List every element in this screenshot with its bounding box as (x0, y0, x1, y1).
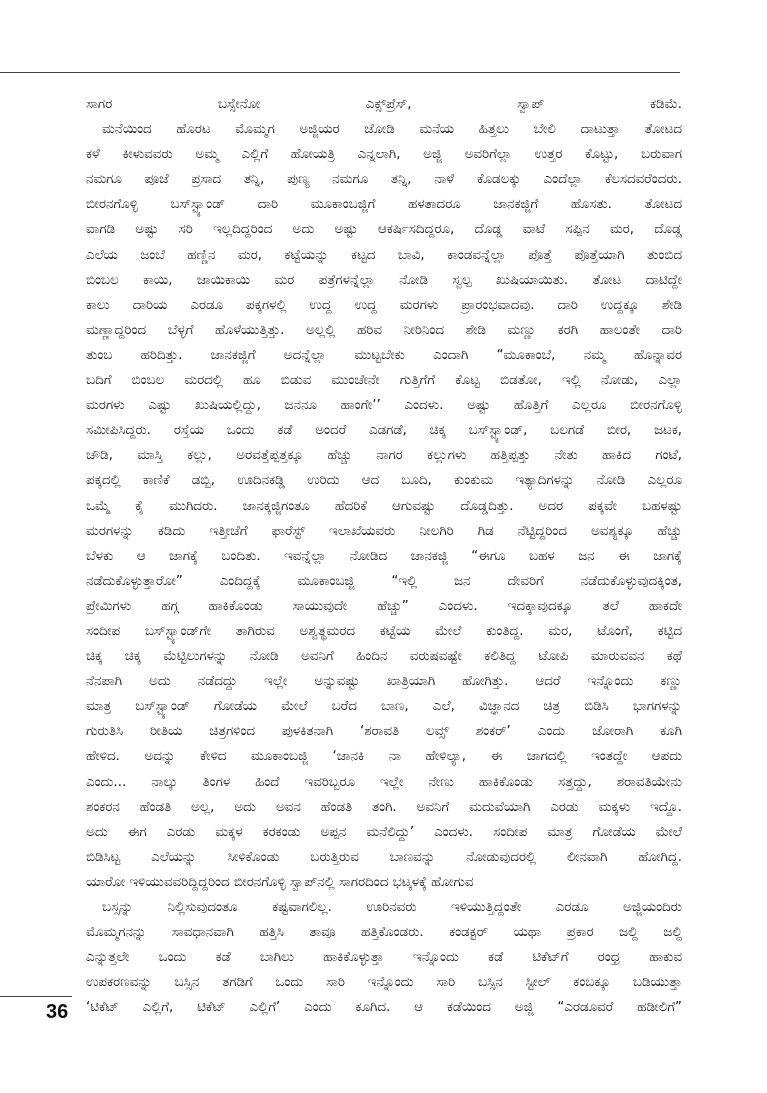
text-line: ಮರಗಳನ್ನು ಕಡಿದು ಇತ್ತೀಚೆಗೆ ಫಾರೆಸ್ಟ್ ಇಲಾಖೆಯವರು ನೀಲಗಿರಿ ಗಿಡ ನೆಟ್ಟಿದ್ದರಿಂದ ಅವಶ್ಯಕ್ಕೂ ಹೆಚ್ಚು (86, 523, 682, 539)
top-divider-rule (0, 72, 680, 73)
text-line: ಚಿಕ್ಕ ಚಿಕ್ಕ ಮೆಟ್ಟಿಲುಗಳನ್ನು ನೋಡಿ ಅವನಿಗೆ ಹಿಂದಿನ ವರುಷವಷ್ಟೇ ಕಲಿತಿದ್ದ ಟೋಪಿ ಮಾರುವವನ ಕಥೆ (86, 649, 682, 665)
text-line: ಪ್ರೇಮಿಗಳು ಹಗ್ಗ ಹಾಕಿಕೊಂಡು ಸಾಯುವುದೇ ಹೆಚ್ಚು” ಎಂದಳು. ಇದಕ್ಕಾವುದಕ್ಕೂ ತಲೆ ಹಾಕದೇ (86, 598, 682, 614)
text-line: ಎಂದು... ನಾಲ್ಕು ತಿಂಗಳ ಹಿಂದೆ ಇವರಿಬ್ಬರೂ ಇಲ್ಲೇ ನೇಣು ಹಾಕಿಕೊಂಡು ಸತ್ತದ್ದು, ಶರಾವತಿಯೇನು (86, 774, 682, 790)
text-line: ಶಂಕರನ ಹೆಂಡತಿ ಅಲ್ಲ, ಅದು ಅವನ ಹೆಂಡತಿ ತಂಗಿ. ಅವನಿಗೆ ಮದುವೆಯಾಗಿ ಎರಡು ಮಕ್ಕಳು ಇದ್ದೊ. (86, 799, 682, 815)
text-line: ಮೊಮ್ಮಗನನ್ನು ಸಾವಧಾನವಾಗಿ ಹತ್ತಿಸಿ ತಾವೂ ಹತ್ತಿಕೊಂಡರು. ಕಂಡಕ್ಟರ್ ಯಥಾ ಪ್ರಕಾರ ಜಲ್ದಿ ಜಲ್ದಿ (86, 925, 682, 941)
text-line: ಪಕ್ಕದಲ್ಲಿ ಕಾಣಿಕೆ ಡಬ್ಬಿ, ಊದಿನಕಡ್ಡಿ ಉರಿದು ಆದ ಬೂದಿ, ಕುಂಕುಮ ಇತ್ಯಾದಿಗಳನ್ನು ನೋಡಿ ಎಲ್ಲರೂ (86, 473, 682, 489)
body-text (86, 92, 682, 1020)
text-line: ನಡೆದುಕೊಳ್ಳುತ್ತಾರೋ” ಎಂದಿದ್ದಕ್ಕೆ ಮೂಕಾಂಬಜ್ಜಿ “ಇಲ್ಲಿ ಜನ ದೇವರಿಗೆ ನಡೆದುಕೊಳ್ಳುವುದಕ್ಕಿಂತ, (86, 573, 682, 589)
text-line: ಉಪಕರಣವನ್ನು ಬಸ್ಸಿನ ತಗಡಿಗೆ ಒಂದು ಸಾರಿ ಇನ್ನೊಂದು ಸಾರಿ ಬಸ್ಸಿನ ಸ್ಟೀಲ್ ಕಂಬಕ್ಕೂ ಬಡಿಯುತ್ತಾ (86, 975, 682, 991)
text-line: ಗುರುತಿಸಿ ರೀತಿಯ ಚಿತ್ರಗಳಿಂದ ಪುಳಕಿತನಾಗಿ ‘ಶರಾವತಿ ಲವ್ಸ್ ಶಂಕರ್’ ಎಂದು ಜೋರಾಗಿ ಕೂಗಿ (86, 724, 682, 740)
text-line: ಮಾತ್ರ ಬಸ್‌ಸ್ಟ್ಯಾಂಡ್ ಗೋಡೆಯ ಮೇಲೆ ಬರೆದ ಬಾಣ, ಎಲೆ, ವಿಜ್ಞಾನದ ಚಿತ್ರ ಬಿಡಿಸಿ ಭಾಗಗಳನ್ನು (86, 699, 682, 715)
text-line: ನೆನಪಾಗಿ ಅದು ನಡೆದದ್ದು ಇಲ್ಲೇ ಅನ್ನುವಷ್ಟು ಖಾತ್ರಿಯಾಗಿ ಹೋಗಿತ್ತು. ಆದರೆ ಇನ್ನೊಂದು ಕಣ್ಣು (86, 674, 682, 690)
text-line: ಸಮೀಪಿಸಿದ್ದರು. ರಸ್ತೆಯ ಒಂದು ಕಡೆ ಅಂದರೆ ಎಡಗಡೆ, ಚಿಕ್ಕ ಬಸ್‌ಸ್ಟ್ಯಾಂಡ್, ಬಲಗಡೆ ಬೀರ, ಜಟಕ, (86, 423, 682, 439)
text-line: ಎಲೆಯ ಜಂಬೆ ಹಣ್ಣಿನ ಮರ, ಕಟ್ಟೆಯನ್ನು ಕಟ್ಟದ ಬಾವಿ, ಕಾಂಡವನ್ನೆಲ್ಲಾ ಪೊತ್ತೆ ಪೊತ್ತೆಯಾಗಿ ತುಂಬಿದ (86, 247, 682, 263)
text-line: ಕಳೆ ಕೀಳುವವರು ಅಮ್ಮ ಎಲ್ಲಿಗೆ ಹೋಯತ್ರಿ ಎನ್ನಲಾಗಿ, ಅಜ್ಜಿ ಅವರಿಗೆಲ್ಲಾ ಉತ್ತರ ಕೊಟ್ಟು, ಬರುವಾಗ (86, 147, 682, 163)
text-line: ಬಿಂಬಲ ಕಾಯಿ, ಜಾಯಿಕಾಯಿ ಮರ ಪತ್ರೆಗಳನ್ನೆಲ್ಲಾ ನೋಡಿ ಸ್ವಲ್ಪ ಖುಷಿಯಾಯಿತು. ತೋಟ ದಾಟಿದ್ದೇ (86, 272, 682, 288)
text-line: ಮಣ್ಣಾದ್ದರಿಂದ ಬೆಳ್ಳಗೆ ಹೊಳೆಯುತ್ತಿತ್ತು. ಅಲ್ಲಲ್ಲಿ ಹರಿವ ನೀರಿನಿಂದ ಶೇಡಿ ಮಣ್ಣು ಕರಗಿ ಹಾಲಂತೇ ದಾರಿ (86, 322, 682, 338)
text-line: ವಾಗಡಿ ಅಷ್ಟು ಸರಿ ಇಲ್ಲದಿದ್ದರಿಂದ ಅದು ಅಷ್ಟು ಆಕರ್ಷಿಸದಿದ್ದರೂ, ದೊಡ್ಡ ವಾಟೆ ಸಪ್ಪಿನ ಮರ, ದೊಡ್ಡ (86, 222, 682, 238)
text-line: ಮರಗಳು ಎಷ್ಟು ಖುಷಿಯಲ್ಲಿದ್ದು, ಜನನೂ ಹಾಂಗೇ’’ ಎಂದಳು. ಅಷ್ಟು ಹೊತ್ತಿಗೆ ಎಲ್ಲರೂ ಬೀರನಗೊಳ್ಳಿ (86, 398, 682, 414)
text-line: ಅದು ಈಗ ಎರಡು ಮಕ್ಕಳ ಕರಕಂಡು ಅಪ್ಪನ ಮನೆಲಿದ್ದು’ ಎಂದಳು. ಸಂದೀಪ ಮಾತ್ರ ಗೋಡೆಯ ಮೇಲೆ (86, 824, 682, 840)
text-line: ಸಾಗರ ಬಸ್ಸೇನೋ ಎಕ್ಸ್‌ಪ್ರೆಸ್, ಸ್ವಾಪ್ ಕಡಿಮೆ. (86, 97, 682, 112)
text-line: ಹೇಳಿದ. ಅದನ್ನು ಕೇಳಿದ ಮೂಕಾಂಬಜ್ಜಿ ‘ಜಾನಕಿ ನಾ ಹೇಳಿಲ್ಯಾ, ಈ ಜಾಗದಲ್ಲಿ ಇಂತದ್ದೇ ಆಪದು (86, 749, 682, 765)
text-line: ಎನ್ನುತ್ತಲೇ ಒಂದು ಕಡೆ ಬಾಗಿಲು ಹಾಕಿಕೊಳ್ಳುತ್ತಾ ಇನ್ನೊಂದು ಕಡೆ ಟಿಕೆಟ್‌ಗೆ ರಂಧ್ರ ಹಾಕುವ (86, 950, 682, 966)
text-line: ಬಿಡಿಸಿಟ್ಟ ಎಲೆಯನ್ನು ಸೀಳಿಕೊಂಡು ಬರುತ್ತಿರುವ ಬಾಣವನ್ನು ನೋಡುವುದರಲ್ಲಿ ಲೀನವಾಗಿ ಹೋಗಿದ್ದ. (86, 849, 682, 865)
text-line: ಬದಿಗೆ ಬಿಂಬಲ ಮರದಲ್ಲಿ ಹೂ ಬಿಡುವ ಮುಂಚೇನೇ ಗುತ್ತಿಗೆಗೆ ಕೊಟ್ಟ ಬಿಡತೋ, ಇಲ್ಲಿ ನೋಡು, ಎಲ್ಲಾ (86, 373, 682, 389)
text-line: ಬಸ್ಸನ್ನು ನಿಲ್ಲಿಸುವುದಂತೂ ಕಷ್ಟವಾಗಲಿಲ್ಲ. ಊರಿನವರು ಇಳಿಯುತ್ತಿದ್ದಂತೇ ಎರಡೂ ಅಜ್ಜಿಯಂದಿರು (102, 900, 682, 915)
text-line: ಮನೆಯಿಂದ ಹೊರಟ ಮೊಮ್ಮಗ ಅಜ್ಜಿಯರ ಜೋಡಿ ಮನೆಯ ಹಿತ್ತಲು ಬೇಲಿ ದಾಟುತ್ತಾ ತೋಟದ (102, 122, 682, 138)
text-line: ಯಾರೋ ಇಳಿಯುವವರಿದ್ದಿದ್ದರಿಂದ ಬೀರನಗೊಳ್ಳಿ ಸ್ವಾಪ್‌ನಲ್ಲಿ ಸಾಗರದಿಂದ ಭಟ್ಕಳಕ್ಕೆ ಹೋಗುವ (86, 874, 474, 890)
text-line: ನಮಗೂ ಪೂಜೆ ಪ್ರಸಾದ ತನ್ನಿ, ಪುಣ್ಯ ನಮಗೂ ತನ್ನಿ, ನಾಳೆ ಕೊಡಲಕ್ಕು ಎಂದೆಲ್ಲಾ ಕೆಲಸದವರೆಂದರು. (86, 172, 682, 188)
text-line: ‘ಟಿಕೆಟ್ ಎಲ್ಲಿಗೆ, ಟಿಕೆಟ್ ಎಲ್ಲಿಗೆ’ ಎಂದು ಕೂಗಿದ. ಆ ಕಡೆಯಿಂದ ಅಜ್ಜಿ “ಎರಡೂವರೆ ಹಡೀಲಿಗೆ” (86, 1000, 682, 1016)
text-line: ಚೌಡಿ, ಮಾಸ್ತಿ ಕಲ್ಲು, ಅರವತ್ತೆಪ್ಪತ್ತಕ್ಕೂ ಹೆಚ್ಚು ನಾಗರ ಕಲ್ಲುಗಳು ಹತ್ತಿಪ್ಪತ್ತು ನೇತು ಹಾಕಿದ ಗಂಟೆ, (86, 448, 682, 464)
text-line: ಒಮ್ಮೆ ಕೈ ಮುಗಿದರು. ಜಾನಕ್ಕಜ್ಜಿಗಂತೂ ಹೆದರಿಕೆ ಆಗುವಷ್ಟು ದೊಡ್ಡದಿತ್ತು. ಅದರ ಪಕ್ಕವೇ ಬಹಳಷ್ಟು (86, 498, 682, 514)
text-line: ಸಂದೀಪ ಬಸ್‌ಸ್ಟ್ಯಾಂಡ್‌ಗೇ ತಾಗಿರುವ ಅಶ್ವತ್ಥಮರದ ಕಟ್ಟೆಯ ಮೇಲೆ ಕುಂತಿದ್ದ. ಮರ, ಟೊಂಗೆ, ಕಟ್ಟಿದ (86, 623, 682, 639)
page-number: 36 (46, 1001, 69, 1023)
text-line: ಬೆಳಕು ಆ ಜಾಗಕ್ಕೆ ಬಂದಿತು. ಇವನ್ನೆಲ್ಲಾ ನೋಡಿದ ಜಾನಕಜ್ಜಿ “ಈಗೂ ಬಹಳ ಜನ ಈ ಜಾಗಕ್ಕೆ (86, 548, 682, 564)
text-line: ಬೀರನಗೊಳ್ಳಿ ಬಸ್‌ಸ್ಟ್ಯಾಂಡ್ ದಾರಿ ಮೂಕಾಂಬಜ್ಜಿಗೆ ಹಳತಾದರೂ ಜಾನಕಜ್ಜಿಗೆ ಹೊಸತು. ತೋಟದ (86, 197, 682, 213)
text-line: ಕಾಲು ದಾರಿಯ ಎರಡೂ ಪಕ್ಕಗಳಲ್ಲಿ ಉದ್ದ ಉದ್ದ ಮರಗಳು ಪ್ರಾರಂಭವಾದವು. ದಾರಿ ಉದ್ದಕ್ಕೂ ಶೇಡಿ (86, 297, 682, 313)
text-line: ತುಂಬ ಹರಿದಿತ್ತು. ಜಾನಕಜ್ಜಿಗೆ ಅದನ್ನೆಲ್ಲಾ ಮುಟ್ಟಬೇಕು ಎಂದಾಗಿ “ಮೂಕಾಂಬೆ, ನಮ್ಮ ಹೊನ್ನಾವರ (86, 347, 682, 363)
page-number-rule (0, 996, 72, 997)
